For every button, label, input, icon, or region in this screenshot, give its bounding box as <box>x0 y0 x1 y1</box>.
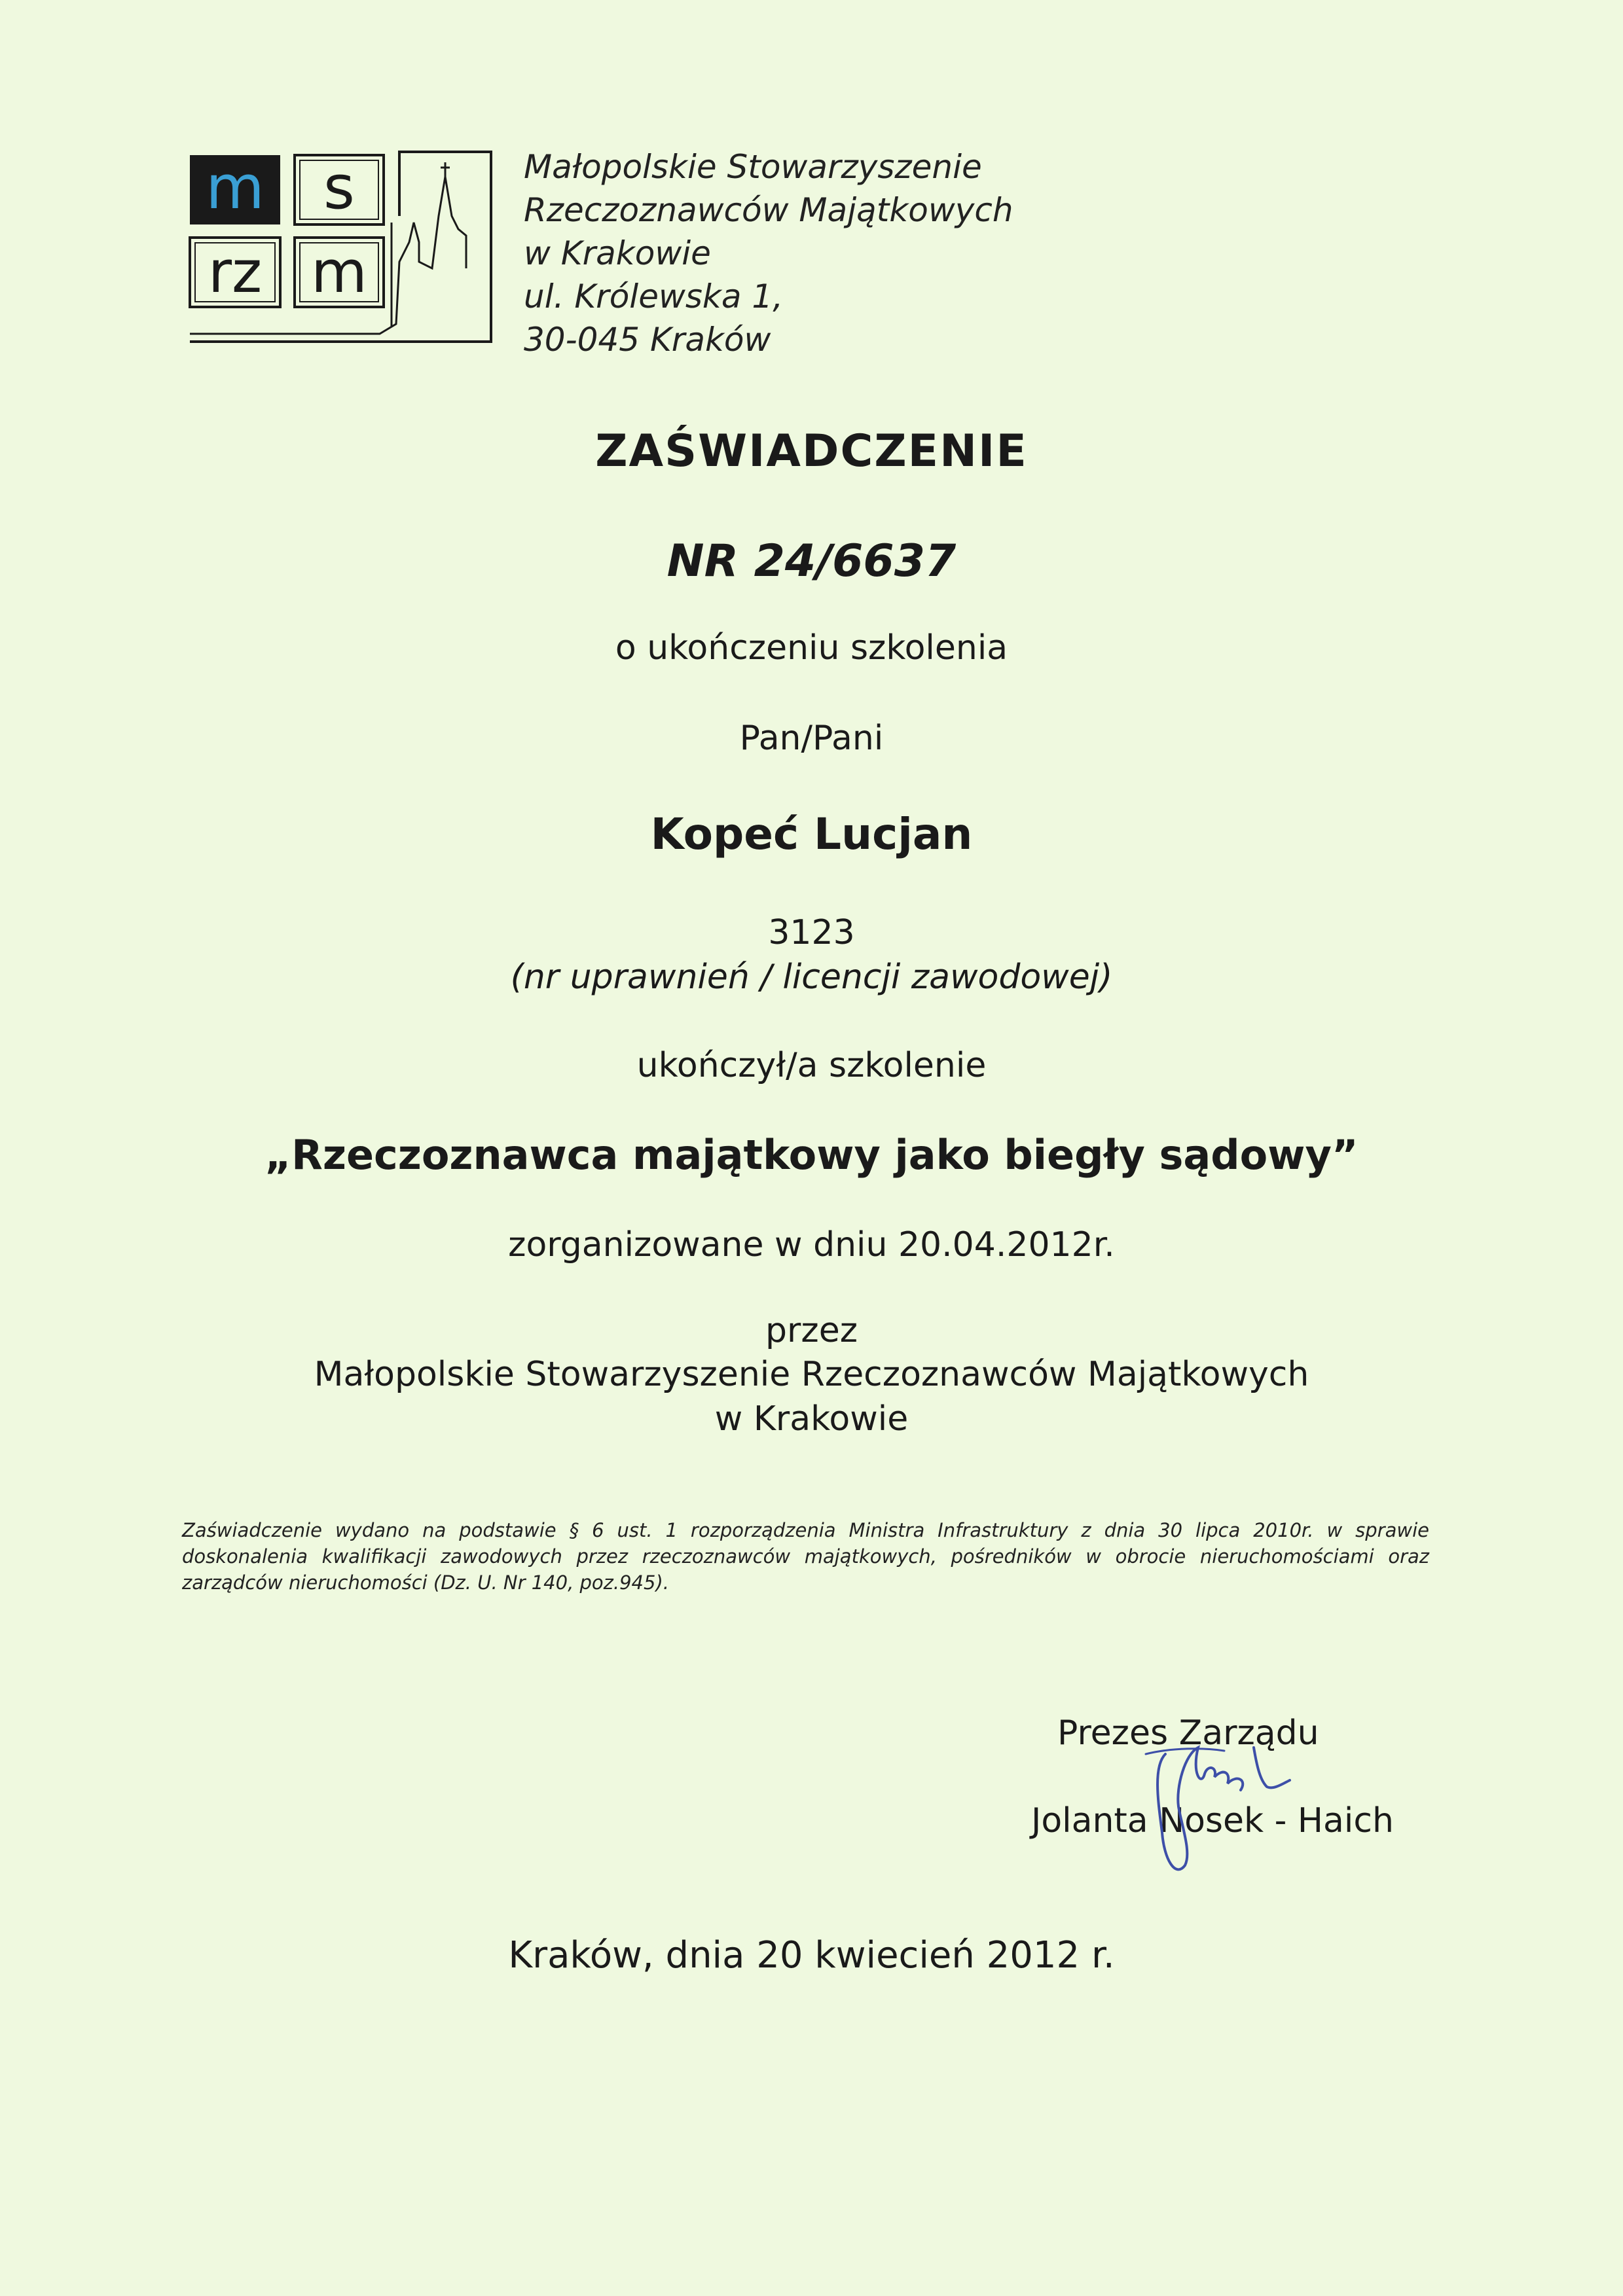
recipient-name: Kopeć Lucjan <box>650 809 973 859</box>
logo-graphic <box>183 131 498 353</box>
legal-note: Zaświadczenie wydano na podstawie § 6 ust. 1 rozporządzenia Ministra Infrastruktury z dnia 30 lipca 2010r. w sprawie doskonalenia kwalifikacji zawodowych przez rzeczoznawców majątkowych, pośredników w obrocie nieruchomościami oraz zarządców nieruchomości (Dz. U. Nr 140, poz.945). <box>182 1519 1429 1594</box>
course-date: zorganizowane w dniu 20.04.2012r. <box>508 1225 1115 1265</box>
issuer-line: w Krakowie <box>524 234 711 272</box>
course-title: „Rzeczoznawca majątkowy jako biegły sądowy” <box>264 1131 1359 1179</box>
by-label: przez <box>765 1311 858 1350</box>
organizer-name: Małopolskie Stowarzyszenie Rzeczoznawców Majątkowych <box>314 1355 1309 1394</box>
logo-letter-m2: m <box>311 238 367 306</box>
place-and-date: Kraków, dnia 20 kwiecień 2012 r. <box>508 1934 1115 1977</box>
issuer-line: 30-045 Kraków <box>524 321 771 359</box>
logo-letter-s: s <box>323 152 355 223</box>
logo-letter-rz: rz <box>208 238 263 306</box>
signatory-name: Jolanta Nosek - Haich <box>1031 1801 1394 1840</box>
document-title: ZAŚWIADCZENIE <box>595 425 1028 477</box>
logo-letter-m: m <box>206 152 264 223</box>
msrzm-logo <box>183 131 498 353</box>
document-subtitle: o ukończeniu szkolenia <box>615 628 1008 668</box>
licence-caption: (nr uprawnień / licencji zawodowej) <box>510 958 1113 997</box>
signature-graphic <box>1126 1728 1309 1878</box>
issuer-address <box>524 145 1013 361</box>
certificate-number: NR 24/6637 <box>666 535 957 587</box>
completed-text: ukończył/a szkolenie <box>636 1046 987 1085</box>
issuer-line: Rzeczoznawców Majątkowych <box>524 191 1013 229</box>
issuer-line: Małopolskie Stowarzyszenie <box>524 148 982 186</box>
handwritten-signature <box>1126 1728 1309 1878</box>
signatory-role: Prezes Zarządu <box>1057 1713 1319 1753</box>
licence-number: 3123 <box>768 913 855 952</box>
salutation: Pan/Pani <box>739 719 884 758</box>
issuer-line: ul. Królewska 1, <box>524 278 784 315</box>
organizer-city: w Krakowie <box>714 1399 909 1439</box>
